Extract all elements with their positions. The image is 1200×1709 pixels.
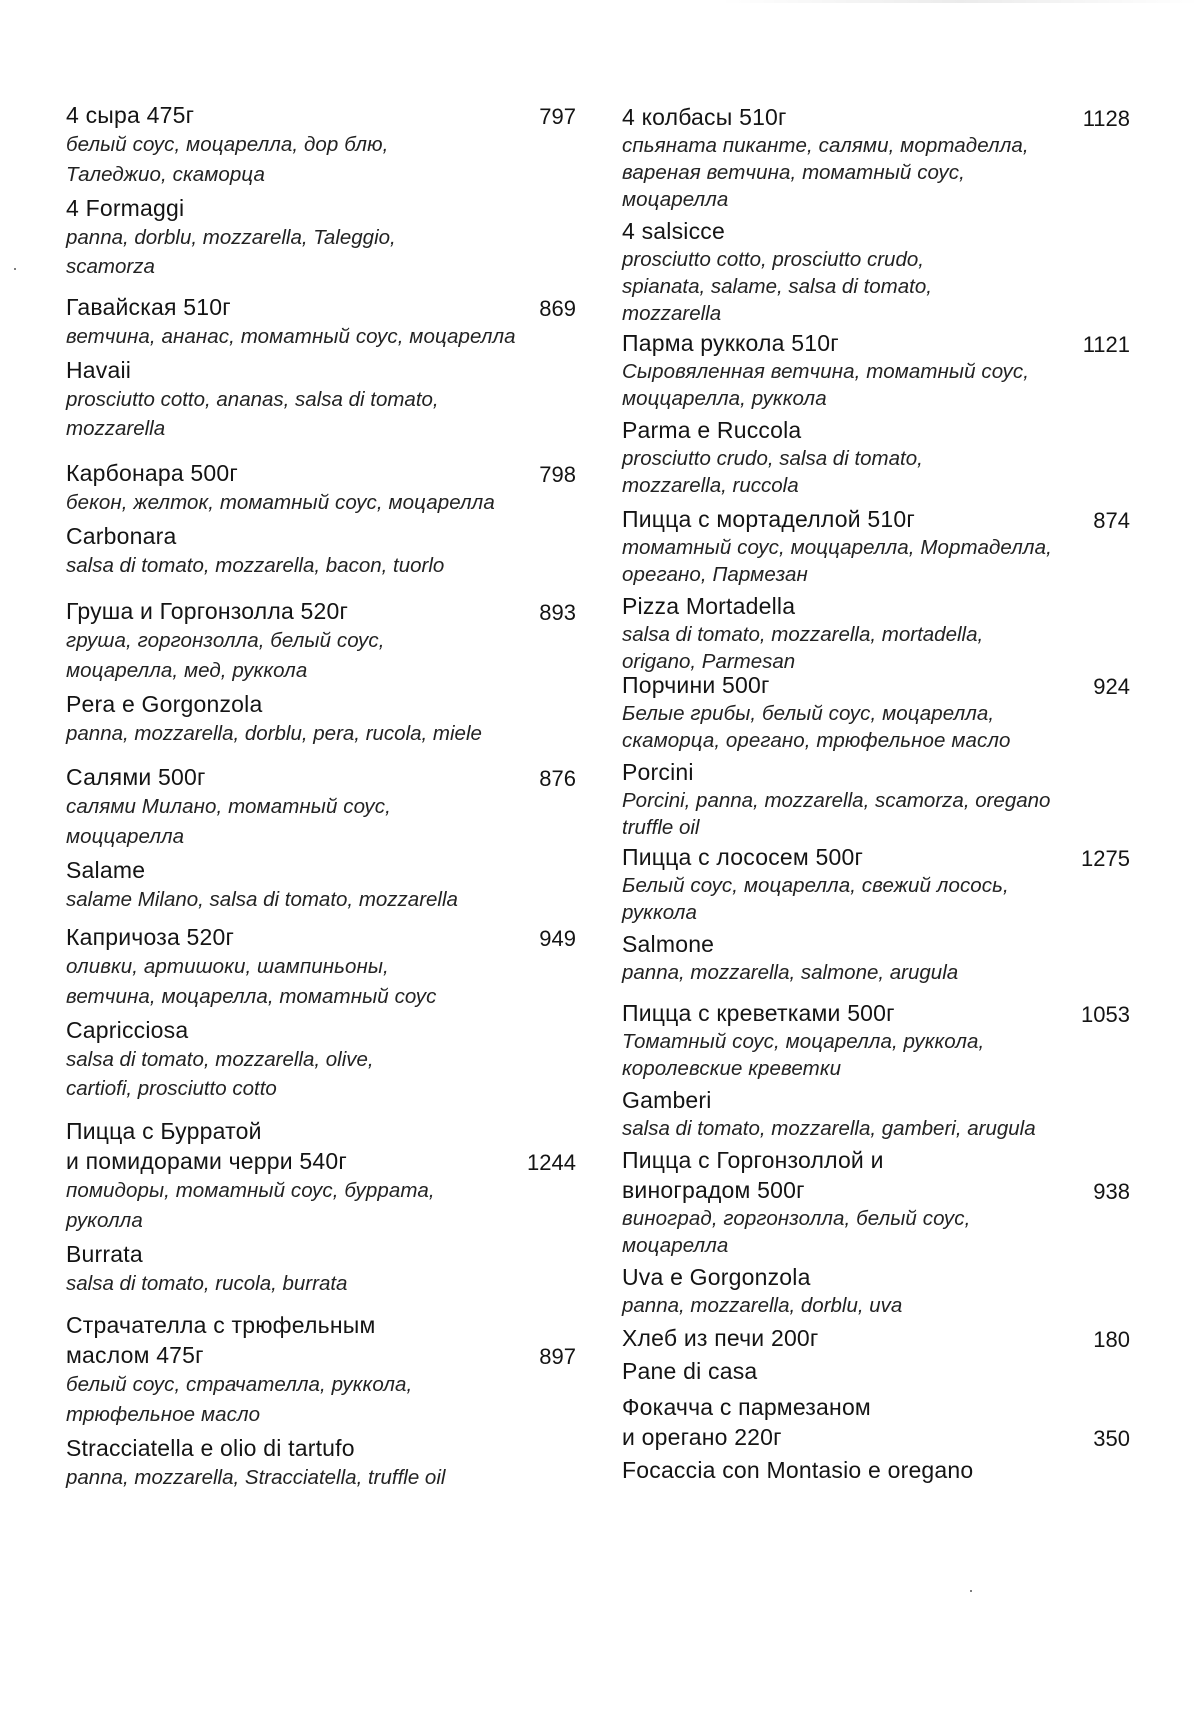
menu-item bbox=[66, 1310, 576, 1492]
dish-description-ru: спьяната пиканте, салями, мортаделла, bbox=[622, 134, 1029, 157]
dish-name-italian: Salame bbox=[66, 857, 146, 883]
dish-description-ru: королевские креветки bbox=[622, 1057, 842, 1080]
dish-name bbox=[622, 998, 1130, 1028]
dish-name bbox=[66, 1340, 576, 1370]
scan-artifact bbox=[720, 0, 1200, 3]
menu-item bbox=[66, 292, 576, 443]
menu-item bbox=[622, 328, 1130, 499]
dish-description-ru: виноград, горгонзолла, белый соус, bbox=[622, 1207, 971, 1230]
dish-name-italian: Carbonara bbox=[66, 523, 177, 549]
dish-price: 180 bbox=[1093, 1327, 1130, 1352]
dish-description-it: panna, mozzarella, dorblu, pera, rucola, miele bbox=[66, 722, 482, 745]
dish-name bbox=[66, 922, 576, 952]
dish-weight: 520г bbox=[186, 924, 235, 950]
dish-price: 924 bbox=[1093, 674, 1130, 699]
dish-weight: 520г bbox=[300, 598, 349, 624]
dish-price: 1053 bbox=[1081, 1002, 1130, 1027]
menu-item bbox=[66, 1116, 576, 1298]
dish-name bbox=[622, 842, 1130, 872]
dish-description-ru: помидоры, томатный соус, буррата, bbox=[66, 1179, 435, 1202]
dish-description-it: salsa di tomato, mozzarella, gamberi, arugula bbox=[622, 1117, 1036, 1140]
dish-description-ru: моцарелла bbox=[622, 188, 729, 211]
dish-description-it: salsa di tomato, mozzarella, mortadella, bbox=[622, 623, 984, 646]
dish-price: 897 bbox=[539, 1344, 576, 1369]
dish-name-italian: Pane di casa bbox=[622, 1358, 758, 1384]
dish-weight: 510г bbox=[739, 104, 787, 130]
dish-description-it: mozzarella bbox=[622, 302, 722, 325]
dish-description-it: salame Milano, salsa di tomato, mozzarella bbox=[66, 888, 458, 911]
dish-description-it: Porcini, panna, mozzarella, scamorza, oregano bbox=[622, 789, 1051, 812]
menu-item bbox=[66, 458, 576, 580]
dish-name-italian: 4 salsicce bbox=[622, 218, 725, 244]
dish-description-it: salsa di tomato, mozzarella, olive, bbox=[66, 1048, 374, 1071]
dish-name-italian: Gamberi bbox=[622, 1087, 712, 1113]
dish-description-ru: ветчина, ананас, томатный соус, моцарелла bbox=[66, 325, 516, 348]
dish-name bbox=[66, 596, 576, 626]
dish-weight: 475г bbox=[156, 1342, 204, 1368]
scan-speck bbox=[14, 268, 16, 270]
dish-description-it: panna, dorblu, mozzarella, Taleggio, bbox=[66, 226, 396, 249]
dish-description-it: panna, mozzarella, Stracciatella, truffle oil bbox=[66, 1466, 446, 1489]
menu-item bbox=[622, 504, 1130, 675]
dish-description-it: prosciutto crudo, salsa di tomato, bbox=[622, 447, 923, 470]
dish-weight: 510г bbox=[183, 294, 231, 320]
dish-name-text: Пицца с Бурратой bbox=[66, 1118, 262, 1144]
dish-description-ru: моццарелла bbox=[66, 825, 185, 848]
menu-item bbox=[622, 1145, 1130, 1319]
dish-description-ru: вареная ветчина, томатный соус, bbox=[622, 161, 965, 184]
dish-weight: 200г bbox=[770, 1325, 819, 1351]
menu-item bbox=[66, 596, 576, 748]
menu-item bbox=[66, 762, 576, 914]
dish-description-ru: моццарелла, руккола bbox=[622, 387, 827, 410]
dish-name-text: Парма руккола bbox=[622, 330, 785, 356]
menu-item bbox=[66, 100, 576, 281]
dish-price: 798 bbox=[539, 462, 576, 487]
dish-description-ru: оливки, артишоки, шампиньоны, bbox=[66, 955, 389, 978]
dish-name bbox=[622, 670, 1130, 700]
dish-name bbox=[66, 1310, 576, 1340]
dish-name-italian: Porcini bbox=[622, 759, 694, 785]
dish-name-italian: Uva e Gorgonzola bbox=[622, 1264, 811, 1290]
dish-price: 938 bbox=[1093, 1179, 1130, 1204]
dish-weight: 500г bbox=[757, 1177, 805, 1203]
dish-description-it: panna, mozzarella, salmone, arugula bbox=[622, 961, 959, 984]
dish-description-ru: ветчина, моцарелла, томатный соус bbox=[66, 985, 437, 1008]
dish-name bbox=[66, 1146, 576, 1176]
dish-name-italian: Stracciatella e olio di tartufo bbox=[66, 1435, 355, 1461]
dish-name-text: Пицца с мортаделлой bbox=[622, 506, 861, 532]
dish-description-ru: Сыровяленная ветчина, томатный соус, bbox=[622, 360, 1030, 383]
dish-description-it: mozzarella bbox=[66, 417, 166, 440]
dish-price: 1275 bbox=[1081, 846, 1130, 871]
dish-name bbox=[66, 762, 576, 792]
dish-name bbox=[622, 1392, 1130, 1422]
dish-description-ru: белый соус, моцарелла, дор блю, bbox=[66, 133, 389, 156]
dish-description-ru: Томатный соус, моцарелла, руккола, bbox=[622, 1030, 985, 1053]
dish-description-ru: орегано, Пармезан bbox=[622, 563, 808, 586]
dish-weight: 475г bbox=[146, 102, 195, 128]
dish-description-ru: Белый соус, моцарелла, свежий лосось, bbox=[622, 874, 1009, 897]
dish-name-text: Груша и Горгонзолла bbox=[66, 598, 294, 624]
dish-price: 1121 bbox=[1082, 332, 1130, 357]
dish-price: 869 bbox=[539, 296, 576, 321]
dish-description-it: truffle oil bbox=[622, 816, 700, 839]
dish-name-italian: Focaccia con Montasio e oregano bbox=[622, 1457, 974, 1483]
menu-item bbox=[66, 922, 576, 1103]
dish-weight: 500г bbox=[190, 460, 238, 486]
dish-description-it: scamorza bbox=[66, 255, 155, 278]
dish-name-text: 4 колбасы bbox=[622, 104, 733, 130]
dish-name-text: и помидорами черри bbox=[66, 1148, 293, 1174]
dish-price: 893 bbox=[539, 600, 576, 625]
dish-name bbox=[66, 100, 576, 130]
dish-name bbox=[622, 504, 1130, 534]
dish-name-text: Фокачча с пармезаном bbox=[622, 1394, 871, 1420]
dish-name-text: Гавайская bbox=[66, 294, 177, 320]
dish-name-italian: 4 Formaggi bbox=[66, 195, 185, 221]
dish-description-ru: моцарелла bbox=[622, 1234, 729, 1257]
dish-name-text: Салями bbox=[66, 764, 152, 790]
dish-name-text: Порчини bbox=[622, 672, 716, 698]
dish-name bbox=[622, 1422, 1130, 1452]
dish-name-italian: Capricciosa bbox=[66, 1017, 189, 1043]
dish-name-text: Капричоза bbox=[66, 924, 180, 950]
dish-description-it: cartiofi, prosciutto cotto bbox=[66, 1077, 277, 1100]
dish-weight: 220г bbox=[734, 1424, 782, 1450]
dish-name bbox=[66, 292, 576, 322]
dish-name bbox=[622, 1323, 1130, 1353]
menu-item bbox=[622, 842, 1130, 986]
dish-name bbox=[622, 1145, 1130, 1175]
dish-description-ru: бекон, желток, томатный соус, моцарелла bbox=[66, 491, 495, 514]
dish-description-ru: белый соус, страчателла, руккола, bbox=[66, 1373, 413, 1396]
dish-description-ru: скаморца, орегано, трюфельное масло bbox=[622, 729, 1011, 752]
dish-name-text: 4 сыра bbox=[66, 102, 140, 128]
dish-name-text: Пицца с креветками bbox=[622, 1000, 841, 1026]
dish-description-ru: Белые грибы, белый соус, моцарелла, bbox=[622, 702, 995, 725]
dish-name-italian: Salmone bbox=[622, 931, 715, 957]
dish-price: 874 bbox=[1093, 508, 1130, 533]
dish-price: 797 bbox=[539, 104, 576, 129]
dish-name-text: Хлеб из печи bbox=[622, 1325, 765, 1351]
dish-name-text: Пицца с лососем bbox=[622, 844, 809, 870]
dish-name-italian: Havaii bbox=[66, 357, 132, 383]
dish-weight: 500г bbox=[158, 764, 206, 790]
dish-description-ru: моцарелла, мед, руккола bbox=[66, 659, 308, 682]
dish-description-it: prosciutto cotto, prosciutto crudo, bbox=[622, 248, 924, 271]
dish-price: 1244 bbox=[527, 1150, 576, 1175]
dish-name-italian: Parma e Ruccola bbox=[622, 417, 802, 443]
dish-description-it: spianata, salame, salsa di tomato, bbox=[622, 275, 932, 298]
menu-item bbox=[622, 1392, 1130, 1485]
dish-name-text: и орегано bbox=[622, 1424, 728, 1450]
dish-description-ru: руккола bbox=[622, 901, 697, 924]
dish-name-text: виноградом bbox=[622, 1177, 751, 1203]
scan-speck bbox=[970, 1590, 972, 1592]
dish-name-text: маслом bbox=[66, 1342, 150, 1368]
menu-item bbox=[622, 670, 1130, 841]
dish-description-it: mozzarella, ruccola bbox=[622, 474, 799, 497]
dish-weight: 540г bbox=[299, 1148, 347, 1174]
dish-description-it: panna, mozzarella, dorblu, uva bbox=[622, 1294, 903, 1317]
dish-name bbox=[622, 328, 1130, 358]
dish-price: 350 bbox=[1093, 1426, 1130, 1451]
dish-description-it: salsa di tomato, rucola, burrata bbox=[66, 1272, 348, 1295]
dish-description-ru: томатный соус, моццарелла, Мортаделла, bbox=[622, 536, 1052, 559]
dish-description-it: salsa di tomato, mozzarella, bacon, tuorlo bbox=[66, 554, 445, 577]
dish-name bbox=[622, 1175, 1130, 1205]
dish-description-ru: руколла bbox=[66, 1209, 143, 1232]
dish-name-italian: Burrata bbox=[66, 1241, 143, 1267]
dish-description-ru: Таледжио, скаморца bbox=[66, 163, 265, 186]
dish-price: 876 bbox=[539, 766, 576, 791]
menu-item bbox=[622, 1323, 1130, 1386]
dish-name-text: Страчателла с трюфельным bbox=[66, 1312, 376, 1338]
dish-name-text: Пицца с Горгонзоллой и bbox=[622, 1147, 884, 1173]
dish-name bbox=[66, 1116, 576, 1146]
dish-weight: 500г bbox=[847, 1000, 895, 1026]
dish-description-ru: трюфельное масло bbox=[66, 1403, 261, 1426]
dish-name bbox=[66, 458, 576, 488]
dish-price: 1128 bbox=[1082, 106, 1130, 131]
dish-weight: 510г bbox=[791, 330, 839, 356]
dish-description-it: origano, Parmesan bbox=[622, 650, 796, 673]
dish-name-italian: Pizza Mortadella bbox=[622, 593, 796, 619]
dish-price: 949 bbox=[539, 926, 576, 951]
dish-name-text: Карбонара bbox=[66, 460, 184, 486]
dish-name-italian: Pera e Gorgonzola bbox=[66, 691, 263, 717]
dish-description-ru: салями Милано, томатный соус, bbox=[66, 795, 391, 818]
dish-weight: 500г bbox=[815, 844, 864, 870]
dish-weight: 510г bbox=[867, 506, 915, 532]
menu-item bbox=[622, 102, 1130, 327]
dish-name bbox=[622, 102, 1130, 132]
menu-item bbox=[622, 998, 1130, 1142]
dish-description-ru: груша, горгонзолла, белый соус, bbox=[66, 629, 385, 652]
dish-description-it: prosciutto cotto, ananas, salsa di tomato, bbox=[66, 388, 439, 411]
dish-weight: 500г bbox=[721, 672, 770, 698]
